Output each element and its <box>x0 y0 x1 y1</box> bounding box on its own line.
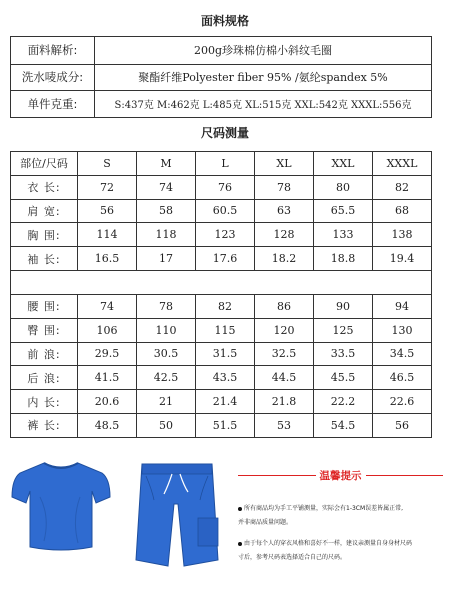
fabric-row-weight <box>11 90 431 117</box>
size-value-cell: 63 <box>255 199 314 223</box>
fabric-spec-title: 面料规格 <box>200 14 249 28</box>
row-label: 前 浪: <box>11 342 78 366</box>
notice-paragraph <box>238 537 443 551</box>
size-value-cell: 78 <box>137 294 196 318</box>
size-row <box>11 413 432 437</box>
size-value-cell: 82 <box>196 294 255 318</box>
size-row <box>11 318 432 342</box>
size-value-cell: 56 <box>78 199 137 223</box>
size-value-cell: 106 <box>78 318 137 342</box>
row-label: 裤 长: <box>11 413 78 437</box>
header-cell: M <box>137 152 196 176</box>
size-value-cell: 46.5 <box>373 366 432 390</box>
row-label: 内 长: <box>11 390 78 414</box>
fabric-row-composition <box>11 64 431 91</box>
row-label: 后 浪: <box>11 366 78 390</box>
size-header-row <box>11 152 432 176</box>
size-value-cell: 17 <box>137 247 196 271</box>
size-value-cell: 138 <box>373 223 432 247</box>
size-value-cell: 19.4 <box>373 247 432 271</box>
size-value-cell: 125 <box>314 318 373 342</box>
size-row <box>11 342 432 366</box>
size-value-cell: 41.5 <box>78 366 137 390</box>
size-value-cell: 33.5 <box>314 342 373 366</box>
notice-paragraph <box>238 551 443 565</box>
size-value-cell: 118 <box>137 223 196 247</box>
row-label: 腰 围: <box>11 294 78 318</box>
size-value-cell: 110 <box>137 318 196 342</box>
size-value-cell: 120 <box>255 318 314 342</box>
row-label: 臀 围: <box>11 318 78 342</box>
size-row <box>11 175 432 199</box>
size-value-cell: 74 <box>78 294 137 318</box>
size-row <box>11 247 432 271</box>
size-value-cell: 18.8 <box>314 247 373 271</box>
size-value-cell: 16.5 <box>78 247 137 271</box>
header-cell: XXXL <box>373 152 432 176</box>
size-value-cell: 45.5 <box>314 366 373 390</box>
header-cell: 部位/尺码 <box>11 152 78 176</box>
size-value-cell: 56 <box>373 413 432 437</box>
notice-title-text: 温馨提示 <box>316 470 366 482</box>
fabric-row-label: 面料解析: <box>11 37 95 64</box>
size-row <box>11 366 432 390</box>
size-chart-table <box>10 151 432 438</box>
notice-paragraph <box>238 516 443 530</box>
size-value-cell: 74 <box>137 175 196 199</box>
size-value-cell: 32.5 <box>255 342 314 366</box>
size-value-cell: 58 <box>137 199 196 223</box>
size-value-cell: 133 <box>314 223 373 247</box>
size-value-cell: 30.5 <box>137 342 196 366</box>
size-value-cell: 18.2 <box>255 247 314 271</box>
fabric-row-value: 聚酯纤维Polyester fiber 95% /氨纶spandex 5% <box>138 71 388 85</box>
notice-title <box>238 468 443 483</box>
size-value-cell: 68 <box>373 199 432 223</box>
size-value-cell: 65.5 <box>314 199 373 223</box>
size-value-cell: 34.5 <box>373 342 432 366</box>
size-value-cell: 21.8 <box>255 390 314 414</box>
row-label: 胸 围: <box>11 223 78 247</box>
shorts-image <box>132 460 222 572</box>
row-label: 肩 宽: <box>11 199 78 223</box>
size-value-cell: 21.4 <box>196 390 255 414</box>
size-row <box>11 223 432 247</box>
size-value-cell: 80 <box>314 175 373 199</box>
size-value-cell: 78 <box>255 175 314 199</box>
size-row <box>11 294 432 318</box>
fabric-row-value: S:437克 M:462克 L:485克 XL:515克 XXL:542克 XXXL:556克 <box>114 100 412 112</box>
size-value-cell: 48.5 <box>78 413 137 437</box>
size-value-cell: 53 <box>255 413 314 437</box>
size-value-cell: 115 <box>196 318 255 342</box>
notice-line: 并非商品质量问题。 <box>238 519 293 526</box>
size-value-cell: 22.2 <box>314 390 373 414</box>
size-value-cell: 130 <box>373 318 432 342</box>
size-value-cell: 44.5 <box>255 366 314 390</box>
size-value-cell: 42.5 <box>137 366 196 390</box>
notice-box <box>238 468 443 565</box>
size-value-cell: 51.5 <box>196 413 255 437</box>
size-value-cell: 54.5 <box>314 413 373 437</box>
size-value-cell: 22.6 <box>373 390 432 414</box>
notice-line: 所有商品均为手工平铺测量，实际会有1-3CM误差皆属正常, <box>244 505 404 512</box>
fabric-row-label: 单件克重: <box>11 91 95 117</box>
size-value-cell: 43.5 <box>196 366 255 390</box>
table-separator-row <box>11 270 432 294</box>
size-value-cell: 29.5 <box>78 342 137 366</box>
size-value-cell: 114 <box>78 223 137 247</box>
size-row <box>11 199 432 223</box>
header-cell: L <box>196 152 255 176</box>
size-value-cell: 60.5 <box>196 199 255 223</box>
size-value-cell: 86 <box>255 294 314 318</box>
size-value-cell: 21 <box>137 390 196 414</box>
size-value-cell: 123 <box>196 223 255 247</box>
fabric-row-label: 洗水唛成分: <box>11 65 95 91</box>
size-value-cell: 17.6 <box>196 247 255 271</box>
size-value-cell: 90 <box>314 294 373 318</box>
row-label: 衣 长: <box>11 175 78 199</box>
notice-line: 由于每个人的穿衣风格和喜好不一样，建议亲测量自身身材尺码 <box>244 540 413 547</box>
size-value-cell: 20.6 <box>78 390 137 414</box>
notice-header <box>238 468 443 482</box>
size-chart-title: 尺码测量 <box>200 126 249 140</box>
size-value-cell: 128 <box>255 223 314 247</box>
size-value-cell: 50 <box>137 413 196 437</box>
header-cell: XXL <box>314 152 373 176</box>
notice-paragraph <box>238 502 443 516</box>
fabric-row-value: 200g珍珠棉仿棉小斜纹毛圈 <box>193 44 333 58</box>
separator-cell <box>11 270 432 294</box>
size-value-cell: 76 <box>196 175 255 199</box>
size-value-cell: 31.5 <box>196 342 255 366</box>
bullet-icon <box>238 507 242 511</box>
fabric-row-analysis <box>11 37 431 64</box>
bullet-icon <box>238 542 242 546</box>
notice-line: 寸后，参考尺码表选择适合自己的尺码。 <box>238 554 347 561</box>
fabric-spec-table <box>10 36 432 118</box>
size-value-cell: 94 <box>373 294 432 318</box>
row-label: 袖 长: <box>11 247 78 271</box>
size-row <box>11 390 432 414</box>
header-cell: XL <box>255 152 314 176</box>
size-value-cell: 72 <box>78 175 137 199</box>
header-cell: S <box>78 152 137 176</box>
size-value-cell: 82 <box>373 175 432 199</box>
tshirt-image <box>10 457 112 553</box>
